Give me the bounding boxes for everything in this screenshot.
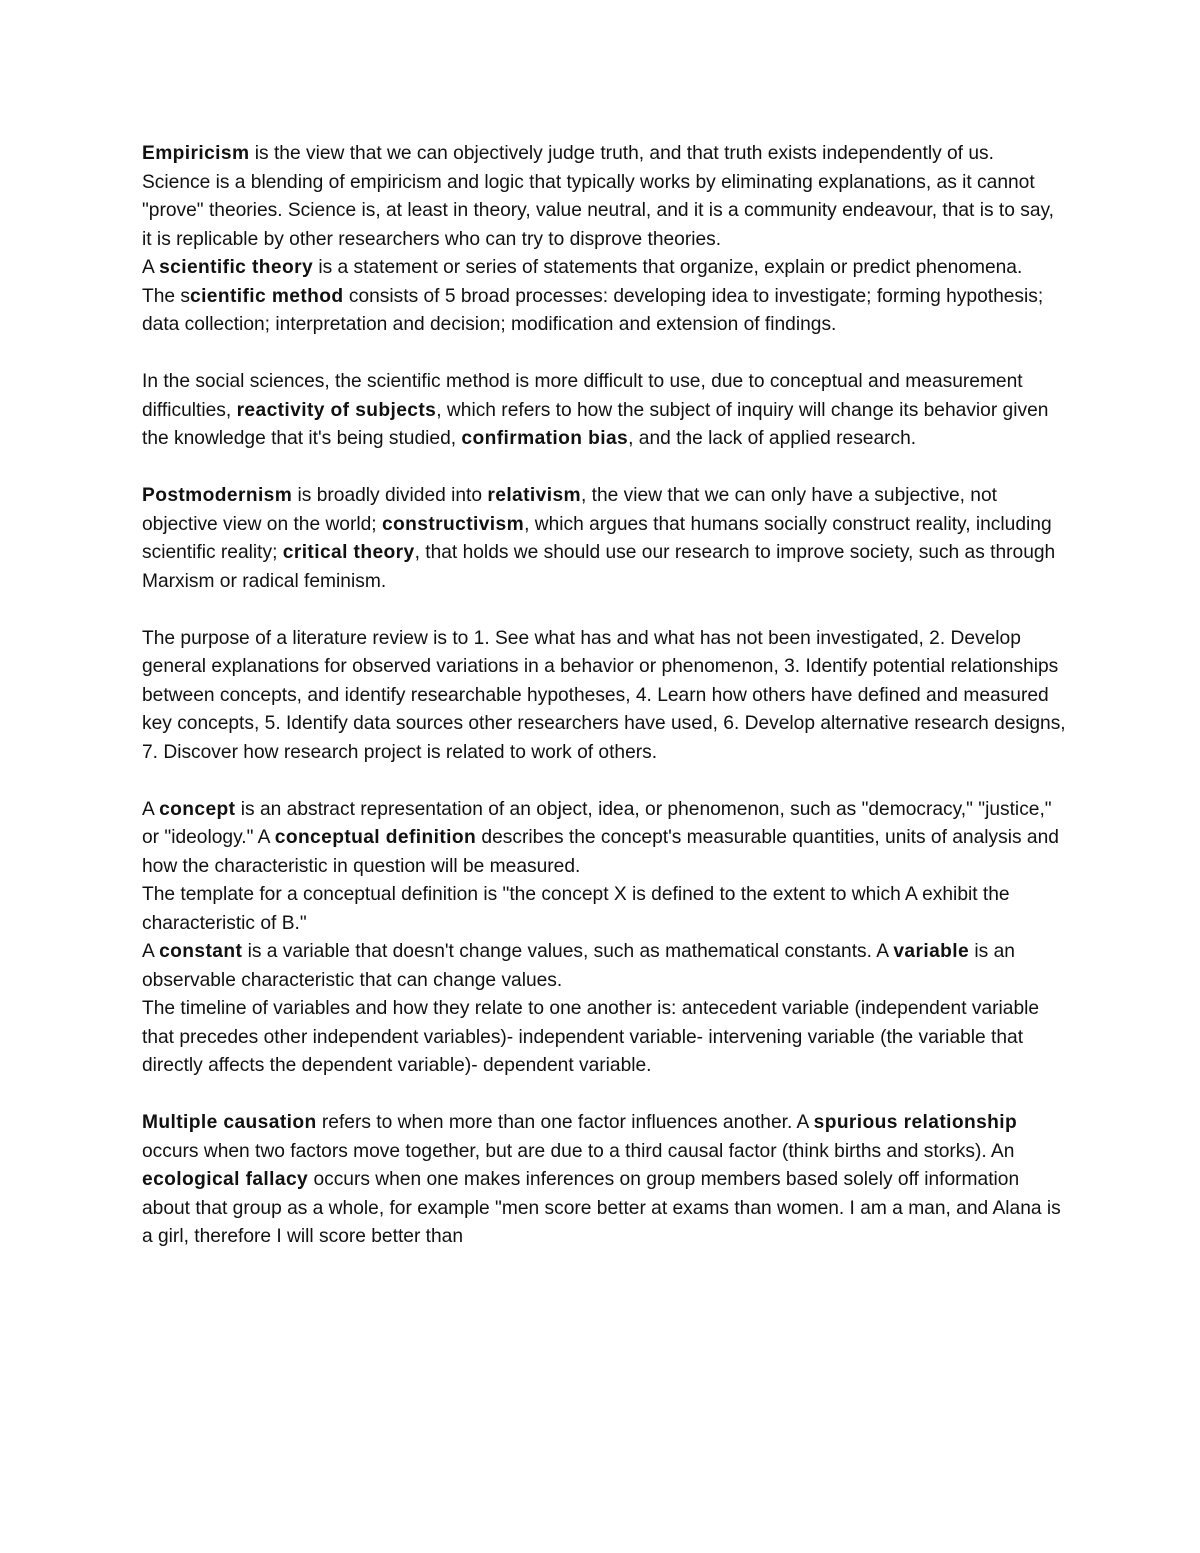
paragraph-text: is the view that we can objectively judge truth, and that truth exists independently of us. Science is a blending of empiricism and logic that typically works by eliminating explanations, as it cannot "prove" theories. Science is, at least in theory, value neutral, and it is a community endeavour, that is to say, it is replicable by other researchers who can try to disprove theories. <box>142 143 1054 250</box>
paragraph-social-sciences <box>142 368 1067 454</box>
paragraph-text: is an abstract representation of an object, idea, or phenomenon, such as "democracy," "justice," or "ideology." A <box>142 798 1052 848</box>
paragraph-template <box>142 881 1067 938</box>
term-confirmation-bias: confirmation bias <box>461 428 629 449</box>
term-ecological-fallacy: ecological fallacy <box>142 1169 309 1190</box>
paragraph-postmodernism <box>142 482 1067 596</box>
term-empiricism: Empiricism <box>142 143 250 164</box>
paragraph-text: , that holds we should use our research to improve society, such as through Marxism or radical feminism. <box>142 542 1056 592</box>
paragraph-text: The purpose of a literature review is to 1. See what has and what has not been investigated, 2. Develop general explanations for observed variations in a behavior or phenomenon, 3. Identify potential relationships between concepts, and identify researchable hypotheses, 4. Learn how others have defined and measured key concepts, 5. Identify data sources other researchers have used, 6. Develop alternative research designs, 7. Discover how research project is related to work of others. <box>142 627 1066 763</box>
paragraph-multiple-causation <box>142 1109 1067 1252</box>
term-multiple-causation: Multiple causation <box>142 1112 317 1133</box>
paragraph-timeline-of-variables <box>142 995 1067 1081</box>
term-reactivity-of-subjects: reactivity of subjects <box>236 399 437 421</box>
term-constant: constant <box>159 941 243 962</box>
paragraph-text: describes the concept's measurable quantities, units of analysis and how the characteristic in question will be measured. <box>142 827 1059 877</box>
paragraph-spacer <box>142 767 1067 796</box>
paragraph-text: occurs when one makes inferences on group members based solely off information about that group as a whole, for example "men score better at exams than women. I am a man, and Alana is a girl, therefore I will score better than <box>142 1169 1061 1247</box>
paragraph-text: The template for a conceptual definition is "the concept X is defined to the extent to which A exhibit the characteristic of B." <box>142 884 1010 934</box>
paragraph-text: is broadly divided into <box>292 485 488 506</box>
paragraph-literature-review <box>142 625 1067 768</box>
term-concept: concept <box>159 798 236 820</box>
paragraph-spacer <box>142 596 1067 625</box>
document-body <box>142 140 1067 1252</box>
term-conceptual-definition: conceptual definition <box>274 827 477 848</box>
term-postmodernism: Postmodernism <box>142 485 293 506</box>
paragraph-text: , which refers to how the subject of inquiry will change its behavior given the knowledge that it's being studied, <box>142 399 1049 449</box>
paragraph-text: The s <box>142 285 190 307</box>
term-scientific-method: cientific method <box>190 285 344 307</box>
paragraph-text: is a statement or series of statements that organize, explain or predict phenomena. <box>313 257 1023 278</box>
paragraph-scientific-method <box>142 283 1067 340</box>
term-critical-theory: critical theory <box>282 542 415 563</box>
paragraph-text: is an observable characteristic that can change values. <box>142 941 1015 991</box>
term-scientific-theory: scientific theory <box>159 257 314 278</box>
paragraph-spacer <box>142 1081 1067 1110</box>
paragraph-concept <box>142 796 1067 882</box>
paragraph-text: A <box>142 941 160 962</box>
term-spurious-relationship: spurious relationship <box>813 1112 1018 1133</box>
paragraph-text: , the view that we can only have a subjective, not objective view on the world; <box>142 485 997 535</box>
term-constructivism: constructivism <box>381 513 525 535</box>
term-relativism: relativism <box>487 485 581 506</box>
paragraph-text: In the social sciences, the scientific method is more difficult to use, due to conceptual and measurement difficulties, <box>142 371 1023 421</box>
paragraph-text: is a variable that doesn't change values, such as mathematical constants. A <box>242 941 894 962</box>
paragraph-text: consists of 5 broad processes: developing idea to investigate; forming hypothesis; data collection; interpretation and decision; modification and extension of findings. <box>142 285 1044 335</box>
paragraph-empiricism <box>142 140 1067 254</box>
paragraph-text: refers to when more than one factor influences another. A <box>316 1112 814 1133</box>
paragraph-text: A <box>142 257 160 278</box>
paragraph-text: , which argues that humans socially construct reality, including scientific reality; <box>142 513 1052 563</box>
paragraph-spacer <box>142 454 1067 483</box>
paragraph-text: A <box>142 798 160 820</box>
paragraph-text: The timeline of variables and how they relate to one another is: antecedent variable (independent variable that precedes other independent variables)- independent variable- intervening variable (the variable that directly affects the dependent variable)- dependent variable. <box>142 998 1040 1076</box>
paragraph-spacer <box>142 340 1067 369</box>
paragraph-text: , and the lack of applied research. <box>628 428 917 449</box>
paragraph-text: occurs when two factors move together, but are due to a third causal factor (think births and storks). An <box>142 1140 1015 1162</box>
paragraph-constant-variable <box>142 938 1067 995</box>
term-variable: variable <box>893 941 970 962</box>
paragraph-scientific-theory <box>142 254 1067 283</box>
